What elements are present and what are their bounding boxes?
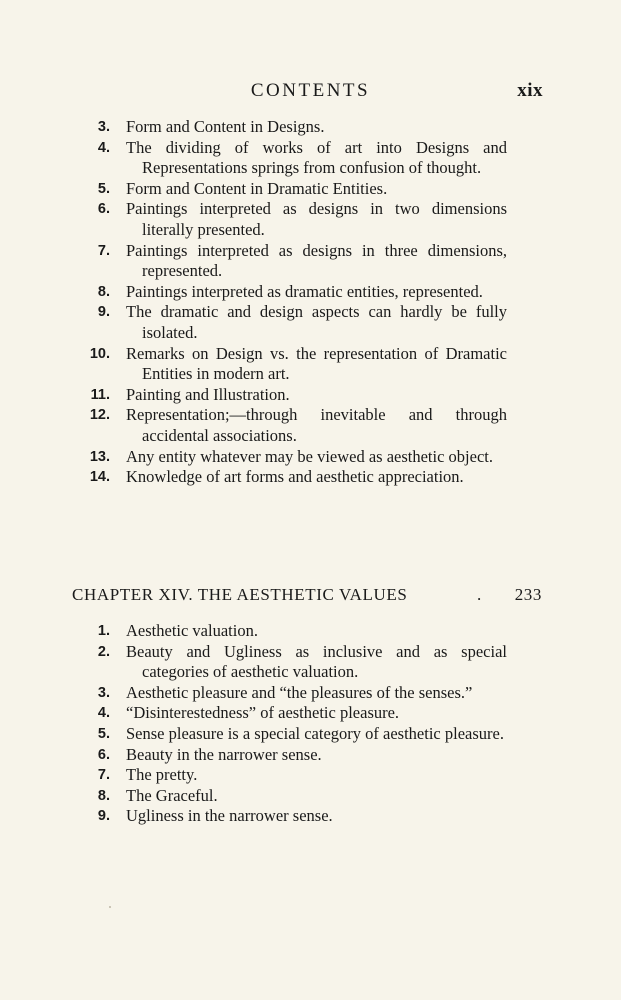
- list-item: [0, 724, 621, 745]
- item-text: The pretty.: [126, 765, 198, 785]
- item-number: 13.: [89, 448, 110, 465]
- item-number: 6.: [97, 201, 110, 218]
- item-number: 3.: [97, 119, 110, 135]
- item-number: 4.: [97, 705, 110, 722]
- item-number: 12.: [89, 407, 110, 424]
- item-text: Paintings interpreted as designs in two dimensions literally presented.: [126, 199, 507, 239]
- list-item: [0, 765, 621, 786]
- item-number: 5.: [97, 180, 110, 197]
- item-number: 7.: [97, 767, 110, 784]
- item-number: 10.: [89, 345, 110, 362]
- item-text: Form and Content in Dramatic Entities.: [126, 178, 388, 198]
- list-item: [0, 282, 621, 303]
- list-item: [0, 179, 621, 200]
- chapter-heading: [72, 585, 542, 611]
- list-item: [0, 447, 621, 468]
- list-item: [0, 683, 621, 704]
- list-item: [0, 642, 621, 683]
- item-text: Representation;—through inevitable and through accidental associations.: [126, 405, 507, 445]
- item-number: 4.: [97, 139, 110, 156]
- chapter-page-number: 233: [514, 585, 542, 604]
- item-number: 6.: [97, 746, 110, 763]
- list-item: [0, 806, 621, 827]
- item-text: Form and Content in Designs.: [126, 117, 325, 136]
- list-item: [0, 703, 621, 724]
- item-number: 14.: [89, 469, 110, 486]
- running-head: [0, 80, 621, 104]
- item-number: 9.: [97, 304, 110, 321]
- list-item: [0, 405, 621, 446]
- item-text: Paintings interpreted as designs in three dimensions, represented.: [126, 240, 507, 281]
- list-item: [0, 385, 621, 406]
- item-text: The dividing of works of art into Designs and Representations springs from confusion of thought.: [126, 137, 507, 178]
- page-title: CONTENTS: [250, 80, 371, 101]
- item-text: Remarks on Design vs. the representation of Dramatic Entities in modern art.: [126, 343, 507, 384]
- section-list-chapter-xiv: [0, 621, 621, 827]
- list-item: [0, 344, 621, 385]
- list-item: [0, 786, 621, 807]
- item-number: 7.: [97, 242, 110, 259]
- item-text: Sense pleasure is a special category of aesthetic pleasure.: [126, 723, 504, 743]
- list-item: [0, 302, 621, 343]
- list-item: [0, 467, 621, 488]
- list-item: [0, 199, 621, 240]
- item-text: “Disinterestedness” of aesthetic pleasure.: [126, 703, 400, 723]
- list-item: [0, 138, 621, 179]
- item-text: Beauty and Ugliness as inclusive and as special categories of aesthetic valuation.: [126, 641, 507, 682]
- item-number: 8.: [97, 787, 110, 804]
- list-item: [0, 117, 621, 138]
- list-item: [0, 621, 621, 642]
- item-number: 2.: [97, 643, 110, 660]
- item-number: 3.: [97, 684, 110, 701]
- item-text: Beauty in the narrower sense.: [126, 744, 322, 764]
- paper-speck: [109, 906, 111, 908]
- item-number: 8.: [97, 283, 110, 300]
- item-text: Paintings interpreted as dramatic entities, represented.: [126, 281, 483, 301]
- item-text: The dramatic and design aspects can hardly be fully isolated.: [126, 302, 507, 342]
- item-text: Painting and Illustration.: [126, 384, 290, 404]
- chapter-leader-dot: .: [477, 585, 482, 604]
- item-text: Any entity whatever may be viewed as aesthetic object.: [126, 446, 493, 466]
- item-text: Aesthetic pleasure and “the pleasures of the senses.”: [126, 682, 473, 702]
- item-text: Aesthetic valuation.: [126, 621, 258, 640]
- item-text: Knowledge of art forms and aesthetic appreciation.: [126, 467, 464, 487]
- item-text: Ugliness in the narrower sense.: [126, 806, 333, 826]
- item-text: The Graceful.: [126, 785, 218, 805]
- list-item: [0, 241, 621, 282]
- item-number: 11.: [90, 386, 110, 403]
- item-number: 1.: [97, 623, 110, 639]
- item-number: 5.: [97, 725, 110, 742]
- list-item: [0, 745, 621, 766]
- section-list-chapter-xiii: [0, 117, 621, 488]
- item-number: 9.: [97, 808, 110, 825]
- chapter-title: CHAPTER XIV. THE AESTHETIC VALUES: [72, 585, 408, 604]
- page-number: xix: [517, 80, 543, 101]
